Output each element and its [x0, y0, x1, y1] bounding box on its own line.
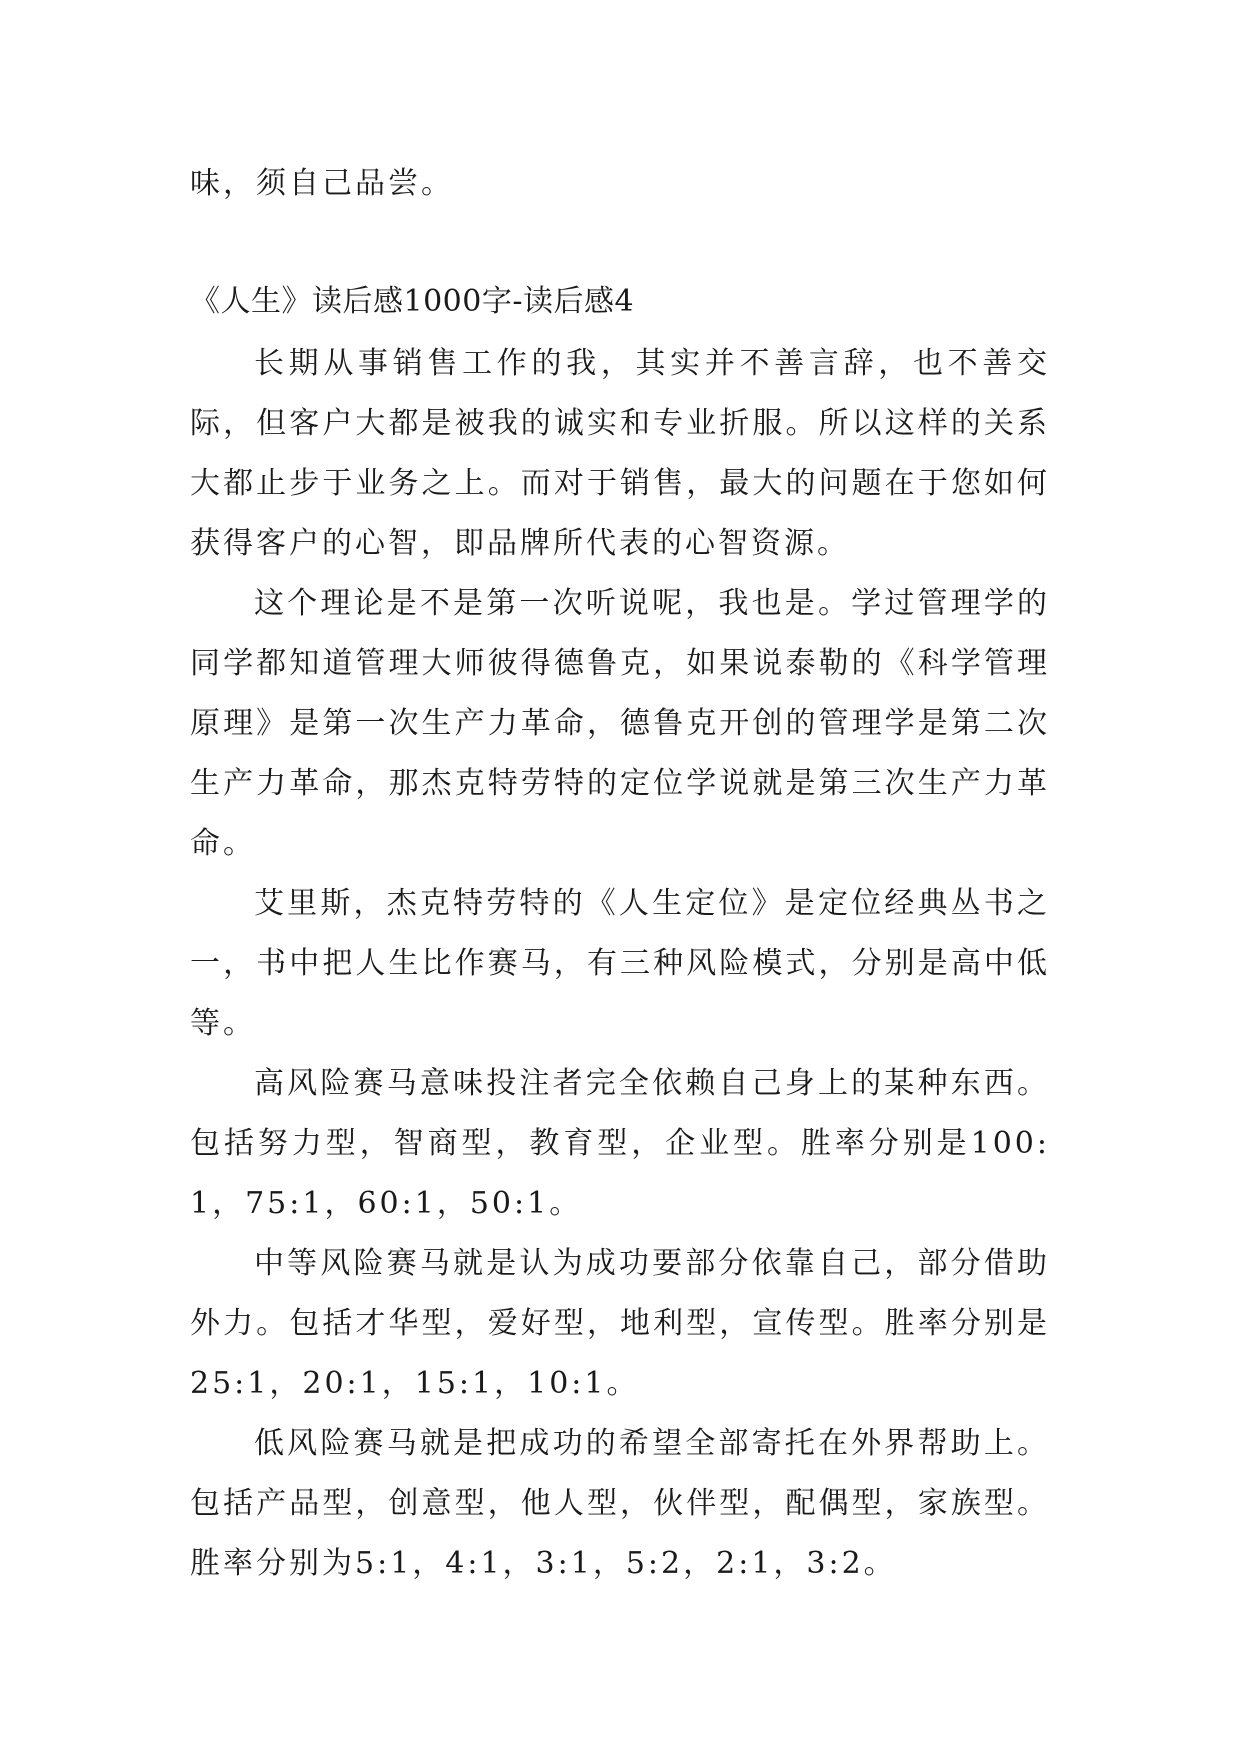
paragraph: 这个理论是不是第一次听说呢，我也是。学过管理学的同学都知道管理大师彼得德鲁克，如果说泰勒的《科学管理原理》是第一次生产力革命，德鲁克开创的管理学是第二次生产力革命，那杰克特劳特的定位学说就是第三次生产力革命。 [190, 586, 1050, 861]
section-title: 《人生》读后感1000字-读后感4 [190, 284, 635, 319]
paragraph: 长期从事销售工作的我，其实并不善言辞，也不善交际，但客户大都是被我的诚实和专业折服。所以这样的关系大都止步于业务之上。而对于销售，最大的问题在于您如何获得客户的心智，即品牌所代表的心智资源。 [190, 346, 1050, 561]
paragraph: 高风险赛马意味投注者完全依赖自己身上的某种东西。包括努力型，智商型，教育型，企业型。胜率分别是100:1，75:1，60:1，50:1。 [190, 1066, 1050, 1221]
paragraph: 中等风险赛马就是认为成功要部分依靠自己，部分借助外力。包括才华型，爱好型，地利型，宣传型。胜率分别是25:1，20:1，15:1，10:1。 [190, 1246, 1050, 1401]
paragraph: 低风险赛马就是把成功的希望全部寄托在外界帮助上。包括产品型，创意型，他人型，伙伴型，配偶型，家族型。胜率分别为5:1，4:1，3:1，5:2，2:1，3:2。 [190, 1426, 1050, 1581]
article-body [190, 334, 1050, 1594]
paragraph: 艾里斯，杰克特劳特的《人生定位》是定位经典丛书之一，书中把人生比作赛马，有三种风险模式，分别是高中低等。 [190, 886, 1050, 1041]
continuation-text: 味，须自己品尝。 [190, 166, 454, 201]
